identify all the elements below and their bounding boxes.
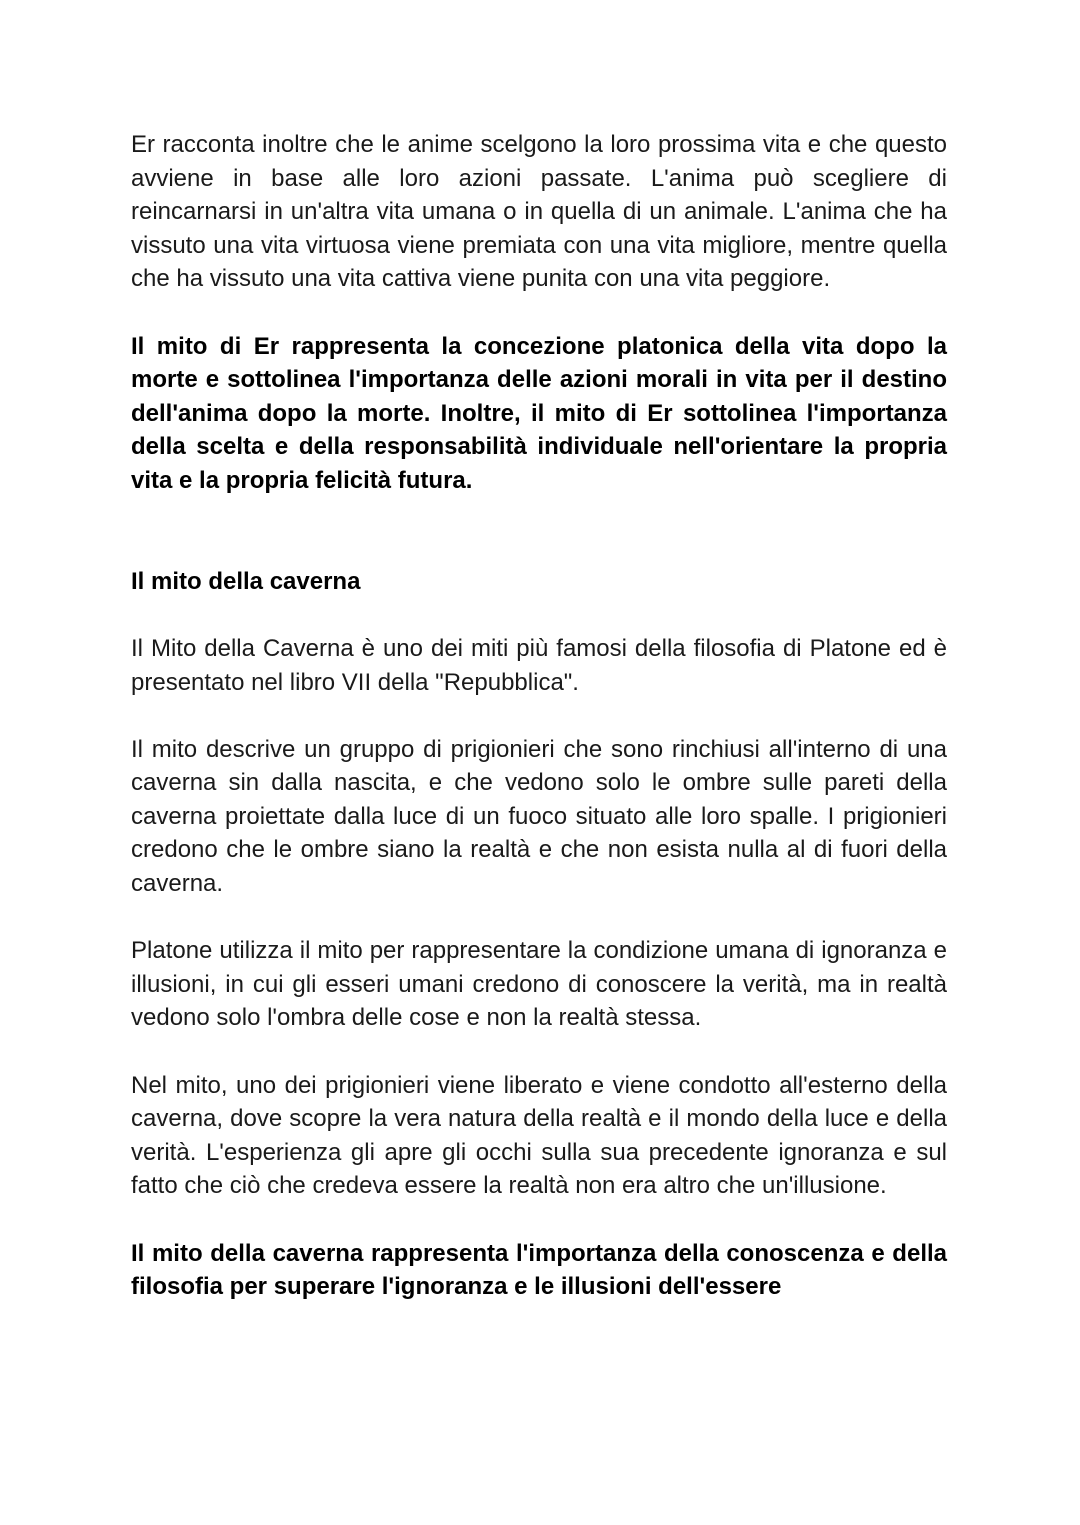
paragraph-caverna-summary: Il mito della caverna rappresenta l'importanza della conoscenza e della filosofia per superare l'ignoranza e le illusioni dell'essere xyxy=(131,1239,947,1301)
paragraph-er-choice: Er racconta inoltre che le anime scelgono la loro prossima vita e che questo avviene in base alle loro azioni passate. L'anima può scegliere di reincarnarsi in un'altra vita umana o in quella di un animale. L'anima che ha vissuto una vita virtuosa viene premiata con una vita migliore, mentre quella che ha vissuto una vita cattiva viene punita con una vita peggiore. xyxy=(131,131,947,293)
paragraph-caverna-liberation: Nel mito, uno dei prigionieri viene liberato e viene condotto all'esterno della caverna, dove scopre la vera natura della realtà e il mondo della luce e della verità. L'esperienza gli apre gli occhi sulla sua precedente ignoranza e sul fatto che ciò che credeva essere la realtà non era altro che un'illusione. xyxy=(131,1071,947,1200)
spacer xyxy=(131,531,947,565)
paragraph-er-summary: Il mito di Er rappresenta la concezione platonica della vita dopo la morte e sottolinea l'importanza delle azioni morali in vita per il destino dell'anima dopo la morte. Inoltre, il mito di Er sottolinea l'importanza della scelta e della responsabilità individuale nell'orientare la propria vita e la propria felicità futura. xyxy=(131,332,947,494)
section-heading-caverna: Il mito della caverna xyxy=(131,567,361,595)
document-page xyxy=(131,128,947,1337)
paragraph-caverna-intro: Il Mito della Caverna è uno dei miti più famosi della filosofia di Platone ed è presentato nel libro VII della "Repubblica". xyxy=(131,634,947,696)
paragraph-caverna-prisoners: Il mito descrive un gruppo di prigionieri che sono rinchiusi all'interno di una caverna sin dalla nascita, e che vedono solo le ombre sulle pareti della caverna proiettate dalla luce di un fuoco situato alle loro spalle. I prigionieri credono che le ombre siano la realtà e che non esista nulla al di fuori della caverna. xyxy=(131,735,947,898)
paragraph-caverna-meaning: Platone utilizza il mito per rappresentare la condizione umana di ignoranza e illusioni, in cui gli esseri umani credono di conoscere la verità, ma in realtà vedono solo l'ombra delle cose e non la realtà stessa. xyxy=(131,937,947,1032)
